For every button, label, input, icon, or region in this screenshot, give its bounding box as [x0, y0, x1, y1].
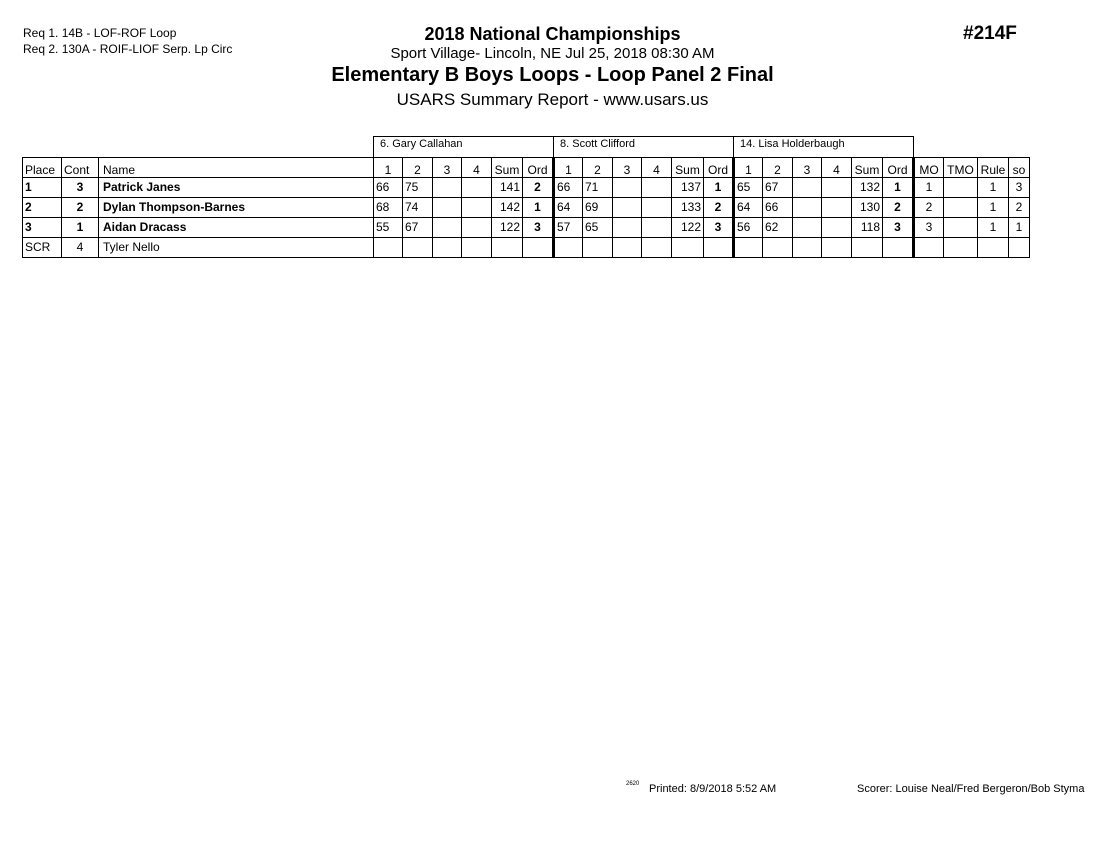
col-j3-mark-3: 3 — [793, 158, 822, 178]
skater-name: Patrick Janes — [99, 178, 374, 198]
judge-2-ordinal — [704, 238, 734, 258]
rule-cell: 1 — [978, 198, 1009, 218]
col-j3-mark-4: 4 — [822, 158, 852, 178]
col-name: Name — [99, 158, 374, 178]
col-j1-mark-3: 3 — [433, 158, 462, 178]
col-j3-mark-1: 1 — [734, 158, 763, 178]
table-row — [23, 178, 1030, 198]
judge-1-ordinal: 1 — [523, 198, 554, 218]
col-place: Place — [23, 158, 62, 178]
judge-1-mark-1: 55 — [374, 218, 403, 238]
place-cell: 1 — [23, 178, 62, 198]
judge-2-mark-1: 57 — [554, 218, 583, 238]
judge-2-mark-3 — [613, 238, 642, 258]
so-cell: 1 — [1009, 218, 1030, 238]
judge-1-sum: 122 — [492, 218, 523, 238]
skater-name: Aidan Dracass — [99, 218, 374, 238]
judge-3-mark-4 — [822, 198, 852, 218]
judge-2-mark-3 — [613, 178, 642, 198]
mo-cell: 2 — [914, 198, 944, 218]
judge-2-sum: 133 — [672, 198, 704, 218]
cont-cell: 3 — [62, 178, 99, 198]
col-so: so — [1009, 158, 1030, 178]
skater-name: Dylan Thompson-Barnes — [99, 198, 374, 218]
judge-3-mark-4 — [822, 238, 852, 258]
judge-1-ordinal — [523, 238, 554, 258]
judge-3-mark-4 — [822, 218, 852, 238]
results-table — [22, 136, 1030, 258]
so-cell: 2 — [1009, 198, 1030, 218]
col-j2-mark-4: 4 — [642, 158, 672, 178]
table-row — [23, 218, 1030, 238]
judge-3-mark-3 — [793, 178, 822, 198]
judge-3-sum: 130 — [852, 198, 883, 218]
judge-1-mark-4 — [462, 238, 492, 258]
judge-2-ordinal: 1 — [704, 178, 734, 198]
col-j2-mark-3: 3 — [613, 158, 642, 178]
table-row — [23, 238, 1030, 258]
col-j2-ord: Ord — [704, 158, 734, 178]
footer-code: 2620 — [626, 781, 640, 787]
judge-3-mark-4 — [822, 178, 852, 198]
col-j1-mark-4: 4 — [462, 158, 492, 178]
event-number: #214F — [963, 23, 1017, 44]
judge-1-mark-1: 68 — [374, 198, 403, 218]
judge-2-sum — [672, 238, 704, 258]
judge-2-label: 8. Scott Clifford — [554, 137, 734, 158]
judge-3-mark-1: 56 — [734, 218, 763, 238]
printed-timestamp: Printed: 8/9/2018 5:52 AM — [649, 783, 777, 795]
judge-2-mark-2: 65 — [583, 218, 613, 238]
competition-title: 2018 National Championships — [424, 24, 681, 44]
col-j3-sum: Sum — [852, 158, 883, 178]
judge-2-mark-3 — [613, 218, 642, 238]
mo-cell: 3 — [914, 218, 944, 238]
col-cont: Cont — [62, 158, 99, 178]
judge-3-sum: 132 — [852, 178, 883, 198]
judge-1-sum — [492, 238, 523, 258]
judge-1-mark-2: 74 — [403, 198, 433, 218]
place-cell: 2 — [23, 198, 62, 218]
col-j2-mark-2: 2 — [583, 158, 613, 178]
judge-2-mark-4 — [642, 218, 672, 238]
judge-1-label: 6. Gary Callahan — [374, 137, 554, 158]
judge-1-mark-4 — [462, 218, 492, 238]
column-header-row — [23, 158, 1030, 178]
event-title: Elementary B Boys Loops - Loop Panel 2 Final — [331, 64, 774, 86]
judge-3-mark-3 — [793, 198, 822, 218]
judge-3-ordinal: 3 — [883, 218, 914, 238]
cont-cell: 1 — [62, 218, 99, 238]
skater-name: Tyler Nello — [99, 238, 374, 258]
judge-2-ordinal: 2 — [704, 198, 734, 218]
judge-3-ordinal: 2 — [883, 198, 914, 218]
judge-2-mark-2 — [583, 238, 613, 258]
judge-1-sum: 141 — [492, 178, 523, 198]
judge-3-mark-2 — [763, 238, 793, 258]
judge-3-mark-2: 67 — [763, 178, 793, 198]
judge-2-mark-4 — [642, 198, 672, 218]
judge-3-ordinal: 1 — [883, 178, 914, 198]
judge-3-sum — [852, 238, 883, 258]
mo-cell: 1 — [914, 178, 944, 198]
cont-cell: 4 — [62, 238, 99, 258]
col-tmo: TMO — [944, 158, 978, 178]
place-cell: 3 — [23, 218, 62, 238]
judge-2-mark-3 — [613, 198, 642, 218]
judge-3-mark-1: 64 — [734, 198, 763, 218]
judge-2-mark-1: 64 — [554, 198, 583, 218]
judge-1-sum: 142 — [492, 198, 523, 218]
judge-2-mark-1 — [554, 238, 583, 258]
judge-1-mark-3 — [433, 238, 462, 258]
col-j3-ord: Ord — [883, 158, 914, 178]
judge-3-label: 14. Lisa Holderbaugh — [734, 137, 914, 158]
scorer-names: Scorer: Louise Neal/Fred Bergeron/Bob Styma — [857, 783, 1085, 795]
judge-1-mark-2: 75 — [403, 178, 433, 198]
judge-2-sum: 137 — [672, 178, 704, 198]
judge-3-mark-1: 65 — [734, 178, 763, 198]
tmo-cell — [944, 218, 978, 238]
col-j1-ord: Ord — [523, 158, 554, 178]
so-cell: 3 — [1009, 178, 1030, 198]
judge-1-mark-2: 67 — [403, 218, 433, 238]
col-j1-mark-2: 2 — [403, 158, 433, 178]
judge-2-mark-1: 66 — [554, 178, 583, 198]
rule-cell — [978, 238, 1009, 258]
judge-3-mark-2: 62 — [763, 218, 793, 238]
judge-1-mark-3 — [433, 198, 462, 218]
judge-3-mark-3 — [793, 238, 822, 258]
tmo-cell — [944, 178, 978, 198]
venue-date: Sport Village- Lincoln, NE Jul 25, 2018 08:30 AM — [390, 45, 715, 62]
col-j2-sum: Sum — [672, 158, 704, 178]
judge-1-mark-3 — [433, 218, 462, 238]
cont-cell: 2 — [62, 198, 99, 218]
judge-1-mark-4 — [462, 198, 492, 218]
judge-1-ordinal: 2 — [523, 178, 554, 198]
judge-2-mark-2: 69 — [583, 198, 613, 218]
col-mo: MO — [914, 158, 944, 178]
judge-2-sum: 122 — [672, 218, 704, 238]
mo-cell — [914, 238, 944, 258]
rule-cell: 1 — [978, 178, 1009, 198]
judges-row — [23, 137, 1030, 158]
requirement-2: Req 2. 130A - ROIF-LIOF Serp. Lp Circ — [23, 42, 233, 56]
judge-2-mark-4 — [642, 238, 672, 258]
judge-3-mark-3 — [793, 218, 822, 238]
judge-2-ordinal: 3 — [704, 218, 734, 238]
judge-1-mark-4 — [462, 178, 492, 198]
judge-3-sum: 118 — [852, 218, 883, 238]
judge-1-mark-1 — [374, 238, 403, 258]
judge-2-mark-2: 71 — [583, 178, 613, 198]
judge-1-mark-3 — [433, 178, 462, 198]
col-j1-sum: Sum — [492, 158, 523, 178]
col-j2-mark-1: 1 — [554, 158, 583, 178]
col-rule: Rule — [978, 158, 1009, 178]
col-j3-mark-2: 2 — [763, 158, 793, 178]
judge-3-ordinal — [883, 238, 914, 258]
judge-3-mark-2: 66 — [763, 198, 793, 218]
tmo-cell — [944, 238, 978, 258]
rule-cell: 1 — [978, 218, 1009, 238]
judge-1-mark-2 — [403, 238, 433, 258]
judge-3-mark-1 — [734, 238, 763, 258]
requirement-1: Req 1. 14B - LOF-ROF Loop — [23, 26, 177, 40]
table-row — [23, 198, 1030, 218]
judge-2-mark-4 — [642, 178, 672, 198]
judge-1-ordinal: 3 — [523, 218, 554, 238]
tmo-cell — [944, 198, 978, 218]
judge-1-mark-1: 66 — [374, 178, 403, 198]
place-cell: SCR — [23, 238, 62, 258]
col-j1-mark-1: 1 — [374, 158, 403, 178]
report-title: USARS Summary Report - www.usars.us — [396, 90, 709, 109]
so-cell — [1009, 238, 1030, 258]
